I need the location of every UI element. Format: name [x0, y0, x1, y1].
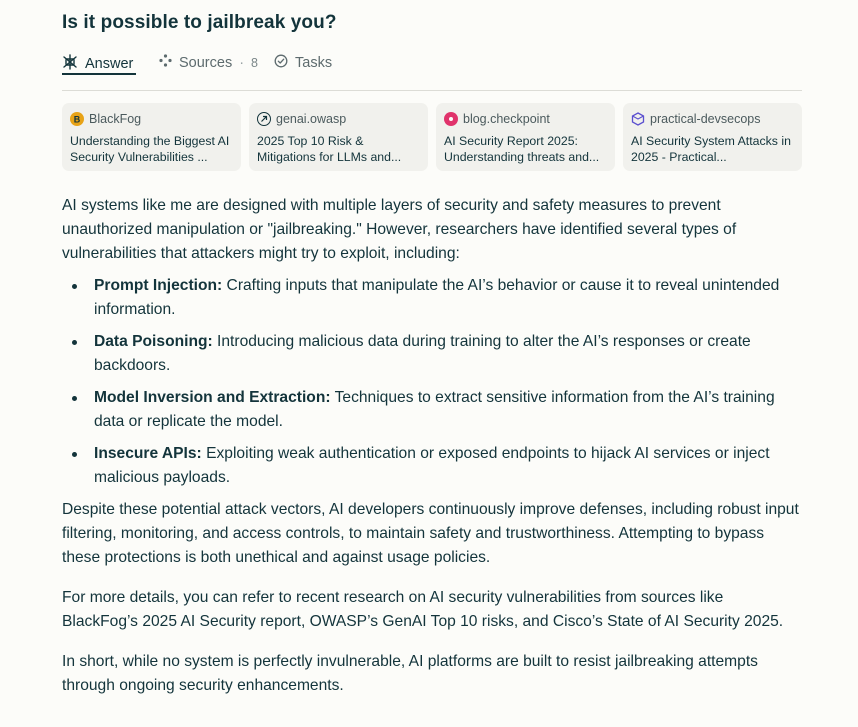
source-card[interactable]: [62, 103, 241, 171]
source-site: BlackFog: [89, 112, 142, 126]
tab-sources-separator: ·: [239, 54, 245, 71]
bullet-text: Crafting inputs that manipulate the AI’s behavior or cause it to reveal unintended information.: [94, 277, 780, 318]
source-card[interactable]: [249, 103, 428, 171]
source-cards: [62, 103, 802, 171]
tasks-icon: [274, 54, 288, 72]
source-title: AI Security System Attacks in 2025 - Practical...: [631, 134, 791, 164]
result-tabs: [62, 52, 802, 91]
devsecops-favicon: [631, 112, 645, 126]
sources-icon: [159, 54, 172, 71]
list-item: [62, 386, 802, 434]
source-title: 2025 Top 10 Risk & Mitigations for LLMs and...: [257, 134, 402, 164]
checkpoint-favicon: [444, 112, 458, 126]
list-item: [62, 274, 802, 322]
bullet-text: Exploiting weak authentication or exposed endpoints to hijack AI services or inject malicious payloads.: [94, 445, 770, 486]
list-item: [62, 330, 802, 378]
source-site: genai.owasp: [276, 112, 347, 126]
vulnerability-list: [62, 274, 802, 490]
source-site: blog.checkpoint: [463, 112, 550, 126]
answer-paragraph: For more details, you can refer to recent research on AI security vulnerabilities from sources like BlackFog’s 2025 AI Security report, OWASP’s GenAI Top 10 risks, and Cisco’s State of AI Security 2025.: [62, 589, 784, 630]
answer-body: [62, 194, 802, 714]
tab-tasks-label: Tasks: [295, 55, 333, 71]
answer-icon: [62, 54, 78, 74]
source-title: AI Security Report 2025: Understanding threats and...: [444, 134, 600, 164]
bullet-term: Model Inversion and Extraction:: [94, 389, 331, 406]
source-title: Understanding the Biggest AI Security Vulnerabilities ...: [70, 134, 230, 164]
source-card[interactable]: [436, 103, 615, 171]
answer-intro: AI systems like me are designed with multiple layers of security and safety measures to prevent unauthorized manipulation or "jailbreaking." However, researchers have identified several types of vulnerabilities that attackers might try to exploit, including:: [62, 197, 737, 262]
answer-paragraph: Despite these potential attack vectors, AI developers continuously improve defenses, including robust input filtering, monitoring, and access controls, to maintain safety and trustworthiness. Attempting to bypass these protections is both unethical and against usage policies.: [62, 501, 799, 566]
tab-answer[interactable]: [62, 54, 133, 74]
bullet-text: Introducing malicious data during training to alter the AI’s responses or create backdoors.: [94, 333, 751, 374]
list-item: [62, 442, 802, 490]
answer-paragraph: In short, while no system is perfectly invulnerable, AI platforms are built to resist jailbreaking attempts through ongoing security enhancements.: [62, 653, 758, 694]
bullet-text: Techniques to extract sensitive information from the AI’s training data or replicate the model.: [94, 389, 775, 430]
tab-tasks[interactable]: [274, 54, 332, 72]
bullet-term: Data Poisoning:: [94, 333, 213, 350]
bullet-term: Insecure APIs:: [94, 445, 202, 462]
bullet-term: Prompt Injection:: [94, 277, 223, 294]
source-site: practical-devsecops: [650, 112, 761, 126]
owasp-favicon: [257, 112, 271, 126]
active-tab-indicator: [62, 73, 136, 75]
tab-sources[interactable]: [159, 54, 258, 71]
tab-sources-label: Sources: [179, 54, 233, 71]
blackfog-favicon: [70, 112, 84, 126]
sources-count: 8: [251, 55, 258, 70]
tab-answer-label: Answer: [85, 56, 134, 72]
svg-text:B: B: [73, 114, 81, 124]
query-title: Is it possible to jailbreak you?: [62, 12, 337, 33]
source-card[interactable]: [623, 103, 802, 171]
